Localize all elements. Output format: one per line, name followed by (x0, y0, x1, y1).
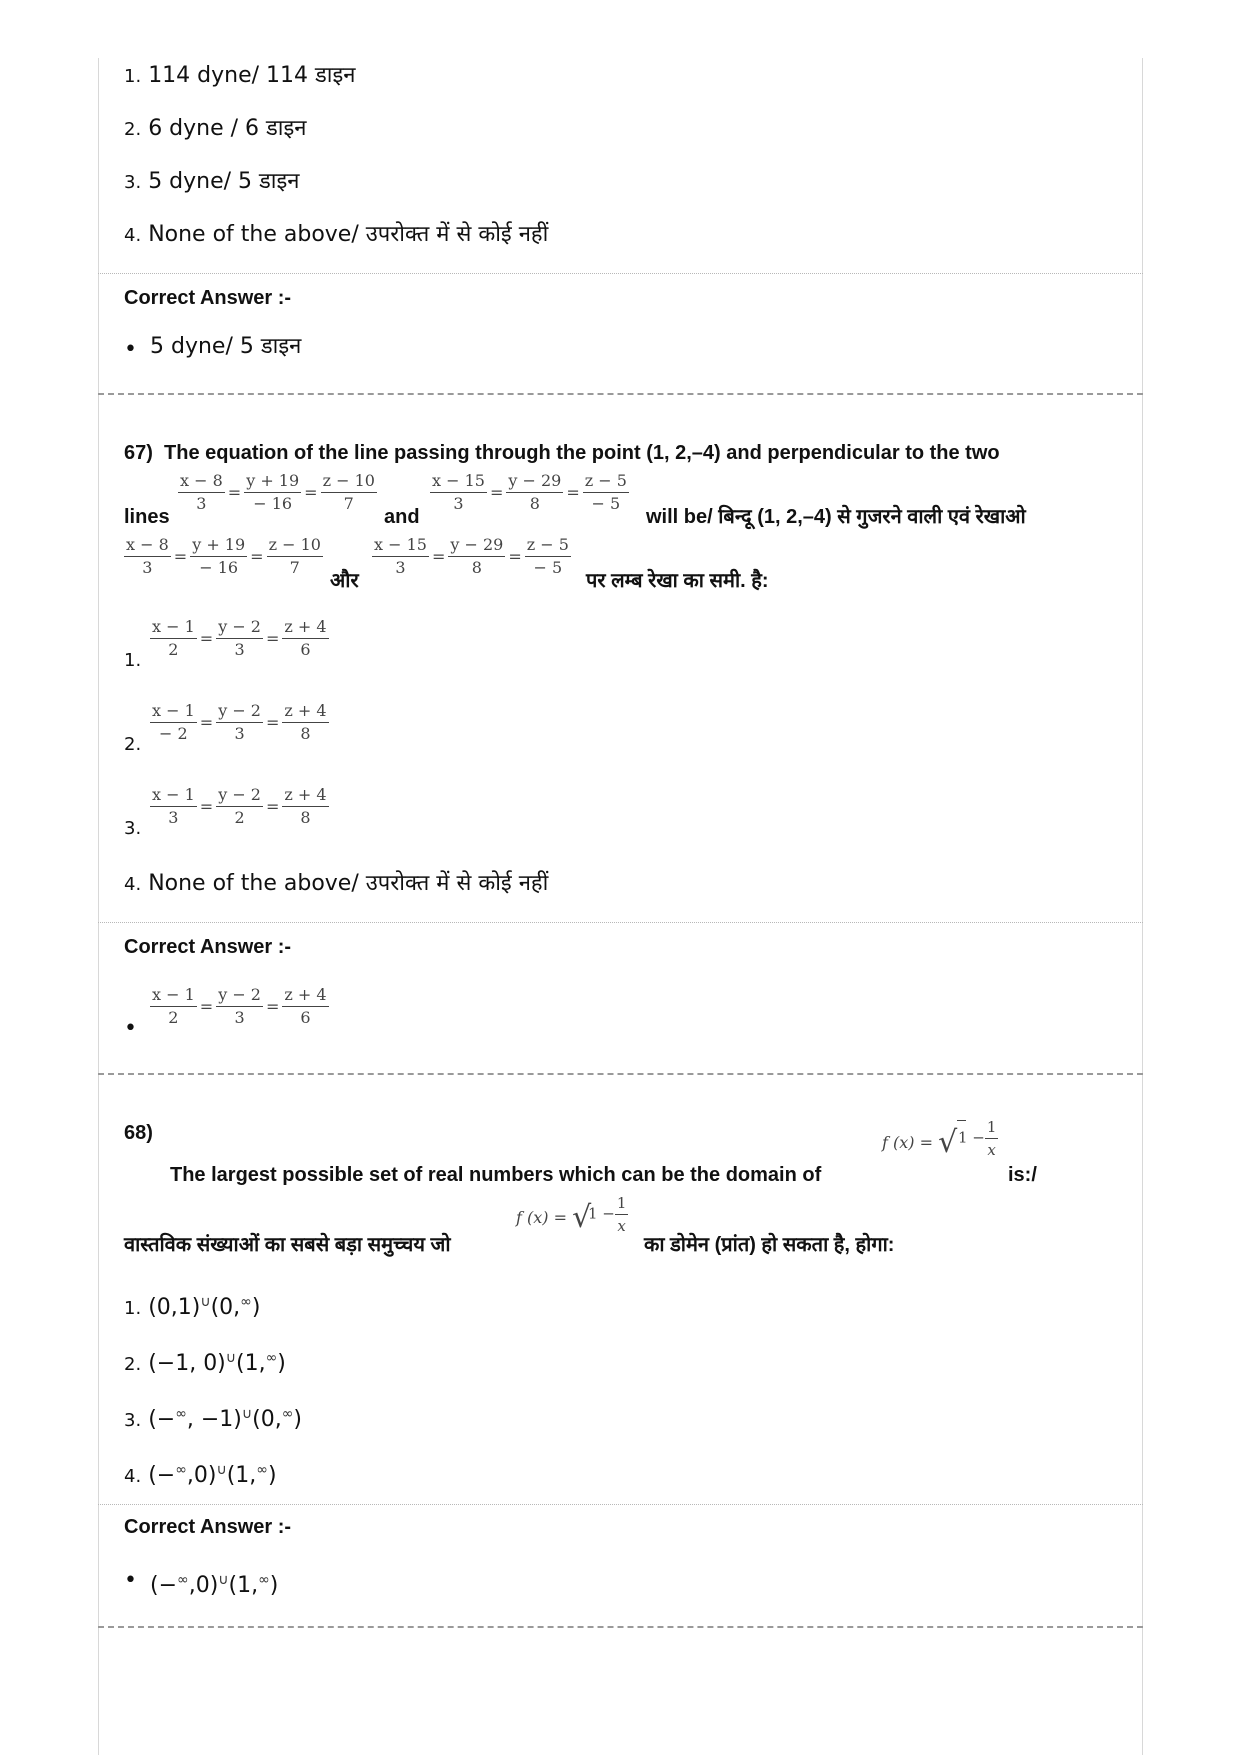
fraction: $\frac{z + 4}{6}$ (284, 617, 327, 659)
q68-number: 68) (124, 1122, 153, 1144)
q68-function-formula: f (x) = √ (882, 1120, 966, 1165)
q68-option-4: 4. (−∞,0)∪(1,∞) (124, 1462, 277, 1488)
q67-option-2: $\frac{x - 1}{- 2}$ = $\frac{y - 2}{3}$ = $\frac{z + 4}{8}$ (152, 701, 327, 743)
fraction: $\frac{y + 19}{- 16}$ (192, 535, 246, 577)
q68-option-1: 1. (0,1)∪(0,∞) (124, 1294, 261, 1320)
fraction: $\frac{y + 19}{- 16}$ (246, 471, 300, 513)
q67-lines-word: lines (124, 506, 170, 528)
fraction: $\frac{z - 5}{- 5}$ (526, 535, 569, 577)
fraction: $\frac{x - 15}{3}$ (432, 471, 485, 513)
bullet: • (124, 1568, 137, 1593)
question-separator (98, 1626, 1143, 1628)
fraction: $\frac{z + 4}{6}$ (284, 985, 327, 1027)
fraction: $\frac{y - 29}{8}$ (450, 535, 504, 577)
q67-correct-label: Correct Answer :- (124, 936, 292, 958)
bullet: • (124, 1016, 137, 1041)
fraction: $\frac{x - 1}{3}$ (152, 785, 195, 827)
divider (98, 922, 1143, 923)
q66-option-4: 4. None of the above/ उपरोक्त में से कोई नहीं (124, 222, 549, 247)
fraction: $\frac{z - 10}{7}$ (268, 535, 321, 577)
q67-and-word: and (384, 506, 420, 528)
fraction: $\frac{x - 8}{3}$ (180, 471, 223, 513)
q67-aur-word: और (330, 570, 359, 592)
fraction: $\frac{y - 2}{3}$ (218, 701, 261, 743)
bullet: • (124, 337, 137, 362)
right-border (1142, 58, 1143, 1755)
left-border (98, 58, 99, 1755)
q67-option-1-num: 1. (124, 650, 142, 671)
q67-tail-hi: पर लम्ब रेखा का समी. है: (586, 570, 769, 592)
fraction: $\frac{x - 1}{2}$ (152, 985, 195, 1027)
fraction: $\frac{x - 1}{2}$ (152, 617, 195, 659)
fraction: $\frac{y - 2}{3}$ (218, 617, 261, 659)
q67-line-a: $\frac{x - 8}{3}$ = $\frac{y + 19}{- 16}$ = $\frac{z - 10}{7}$ (180, 471, 375, 513)
fraction: $\frac{z + 4}{8}$ (284, 701, 327, 743)
q68-question-hi-a: वास्तविक संख्याओं का सबसे बड़ा समुच्चय जो (124, 1234, 451, 1256)
fraction: $\frac{z - 10}{7}$ (322, 471, 375, 513)
q67-option-3-num: 3. (124, 818, 142, 839)
q67-tail-en: will be/ बिन्दू (1, 2,–4) से गुजरने वाली एवं रेखाओ (646, 506, 1026, 528)
fraction: $\frac{y - 2}{3}$ (218, 985, 261, 1027)
q68-is-word: is:/ (1008, 1164, 1037, 1186)
fraction: $\frac{x - 1}{- 2}$ (152, 701, 195, 743)
q67-option-3: $\frac{x - 1}{3}$ = $\frac{y - 2}{2}$ = $\frac{z + 4}{8}$ (152, 785, 327, 827)
q67-line-b-repeat: $\frac{x - 15}{3}$ = $\frac{y - 29}{8}$ = $\frac{z - 5}{- 5}$ (374, 535, 569, 577)
fraction: $\frac{z + 4}{8}$ (284, 785, 327, 827)
q67-line-a-repeat: $\frac{x - 8}{3}$ = $\frac{y + 19}{- 16}$ = $\frac{z - 10}{7}$ (126, 535, 321, 577)
q67-option-1: $\frac{x - 1}{2}$ = $\frac{y - 2}{3}$ = $\frac{z + 4}{6}$ (152, 617, 327, 659)
q67-option-2-num: 2. (124, 734, 142, 755)
q67-question-line1: 67) The equation of the line passing through the point (1, 2,–4) and perpendicular to the two (124, 442, 1000, 464)
q67-answer: $\frac{x - 1}{2}$ = $\frac{y - 2}{3}$ = $\frac{z + 4}{6}$ (152, 985, 327, 1027)
divider (98, 1504, 1143, 1505)
q68-correct-label: Correct Answer :- (124, 1516, 292, 1538)
fraction: $\frac{y - 2}{2}$ (218, 785, 261, 827)
q66-correct-label: Correct Answer :- (124, 287, 292, 309)
q68-question-en: The largest possible set of real numbers which can be the domain of (170, 1164, 822, 1186)
question-separator (98, 393, 1143, 395)
q68-function-formula-2: f (x) = √ (516, 1200, 592, 1235)
q68-option-3: 3. (−∞, −1)∪(0,∞) (124, 1406, 302, 1432)
fraction: $\frac{z - 5}{- 5}$ (584, 471, 627, 513)
q68-radicand: 1 − $\frac{1}{x}$ (958, 1118, 997, 1159)
question-separator (98, 1073, 1143, 1075)
fraction: $\frac{x - 8}{3}$ (126, 535, 169, 577)
divider (98, 273, 1143, 274)
q66-answer: 5 dyne/ 5 डाइन (150, 334, 302, 359)
q66-option-3: 3. 5 dyne/ 5 डाइन (124, 169, 300, 194)
q67-line-b: $\frac{x - 15}{3}$ = $\frac{y - 29}{8}$ = $\frac{z - 5}{- 5}$ (432, 471, 627, 513)
q67-option-4: 4. None of the above/ उपरोक्त में से कोई नहीं (124, 871, 549, 896)
q68-question-hi-b: का डोमेन (प्रांत) हो सकता है, होगा: (644, 1234, 895, 1256)
fraction: $\frac{y - 29}{8}$ (508, 471, 562, 513)
q68-radicand-2: 1 − $\frac{1}{x}$ (588, 1194, 627, 1235)
q68-option-2: 2. (−1, 0)∪(1,∞) (124, 1350, 286, 1376)
fraction: $\frac{x - 15}{3}$ (374, 535, 427, 577)
q68-answer: (−∞,0)∪(1,∞) (150, 1572, 279, 1598)
q66-option-2: 2. 6 dyne / 6 डाइन (124, 116, 307, 141)
q66-option-1: 1. 114 dyne/ 114 डाइन (124, 63, 356, 88)
